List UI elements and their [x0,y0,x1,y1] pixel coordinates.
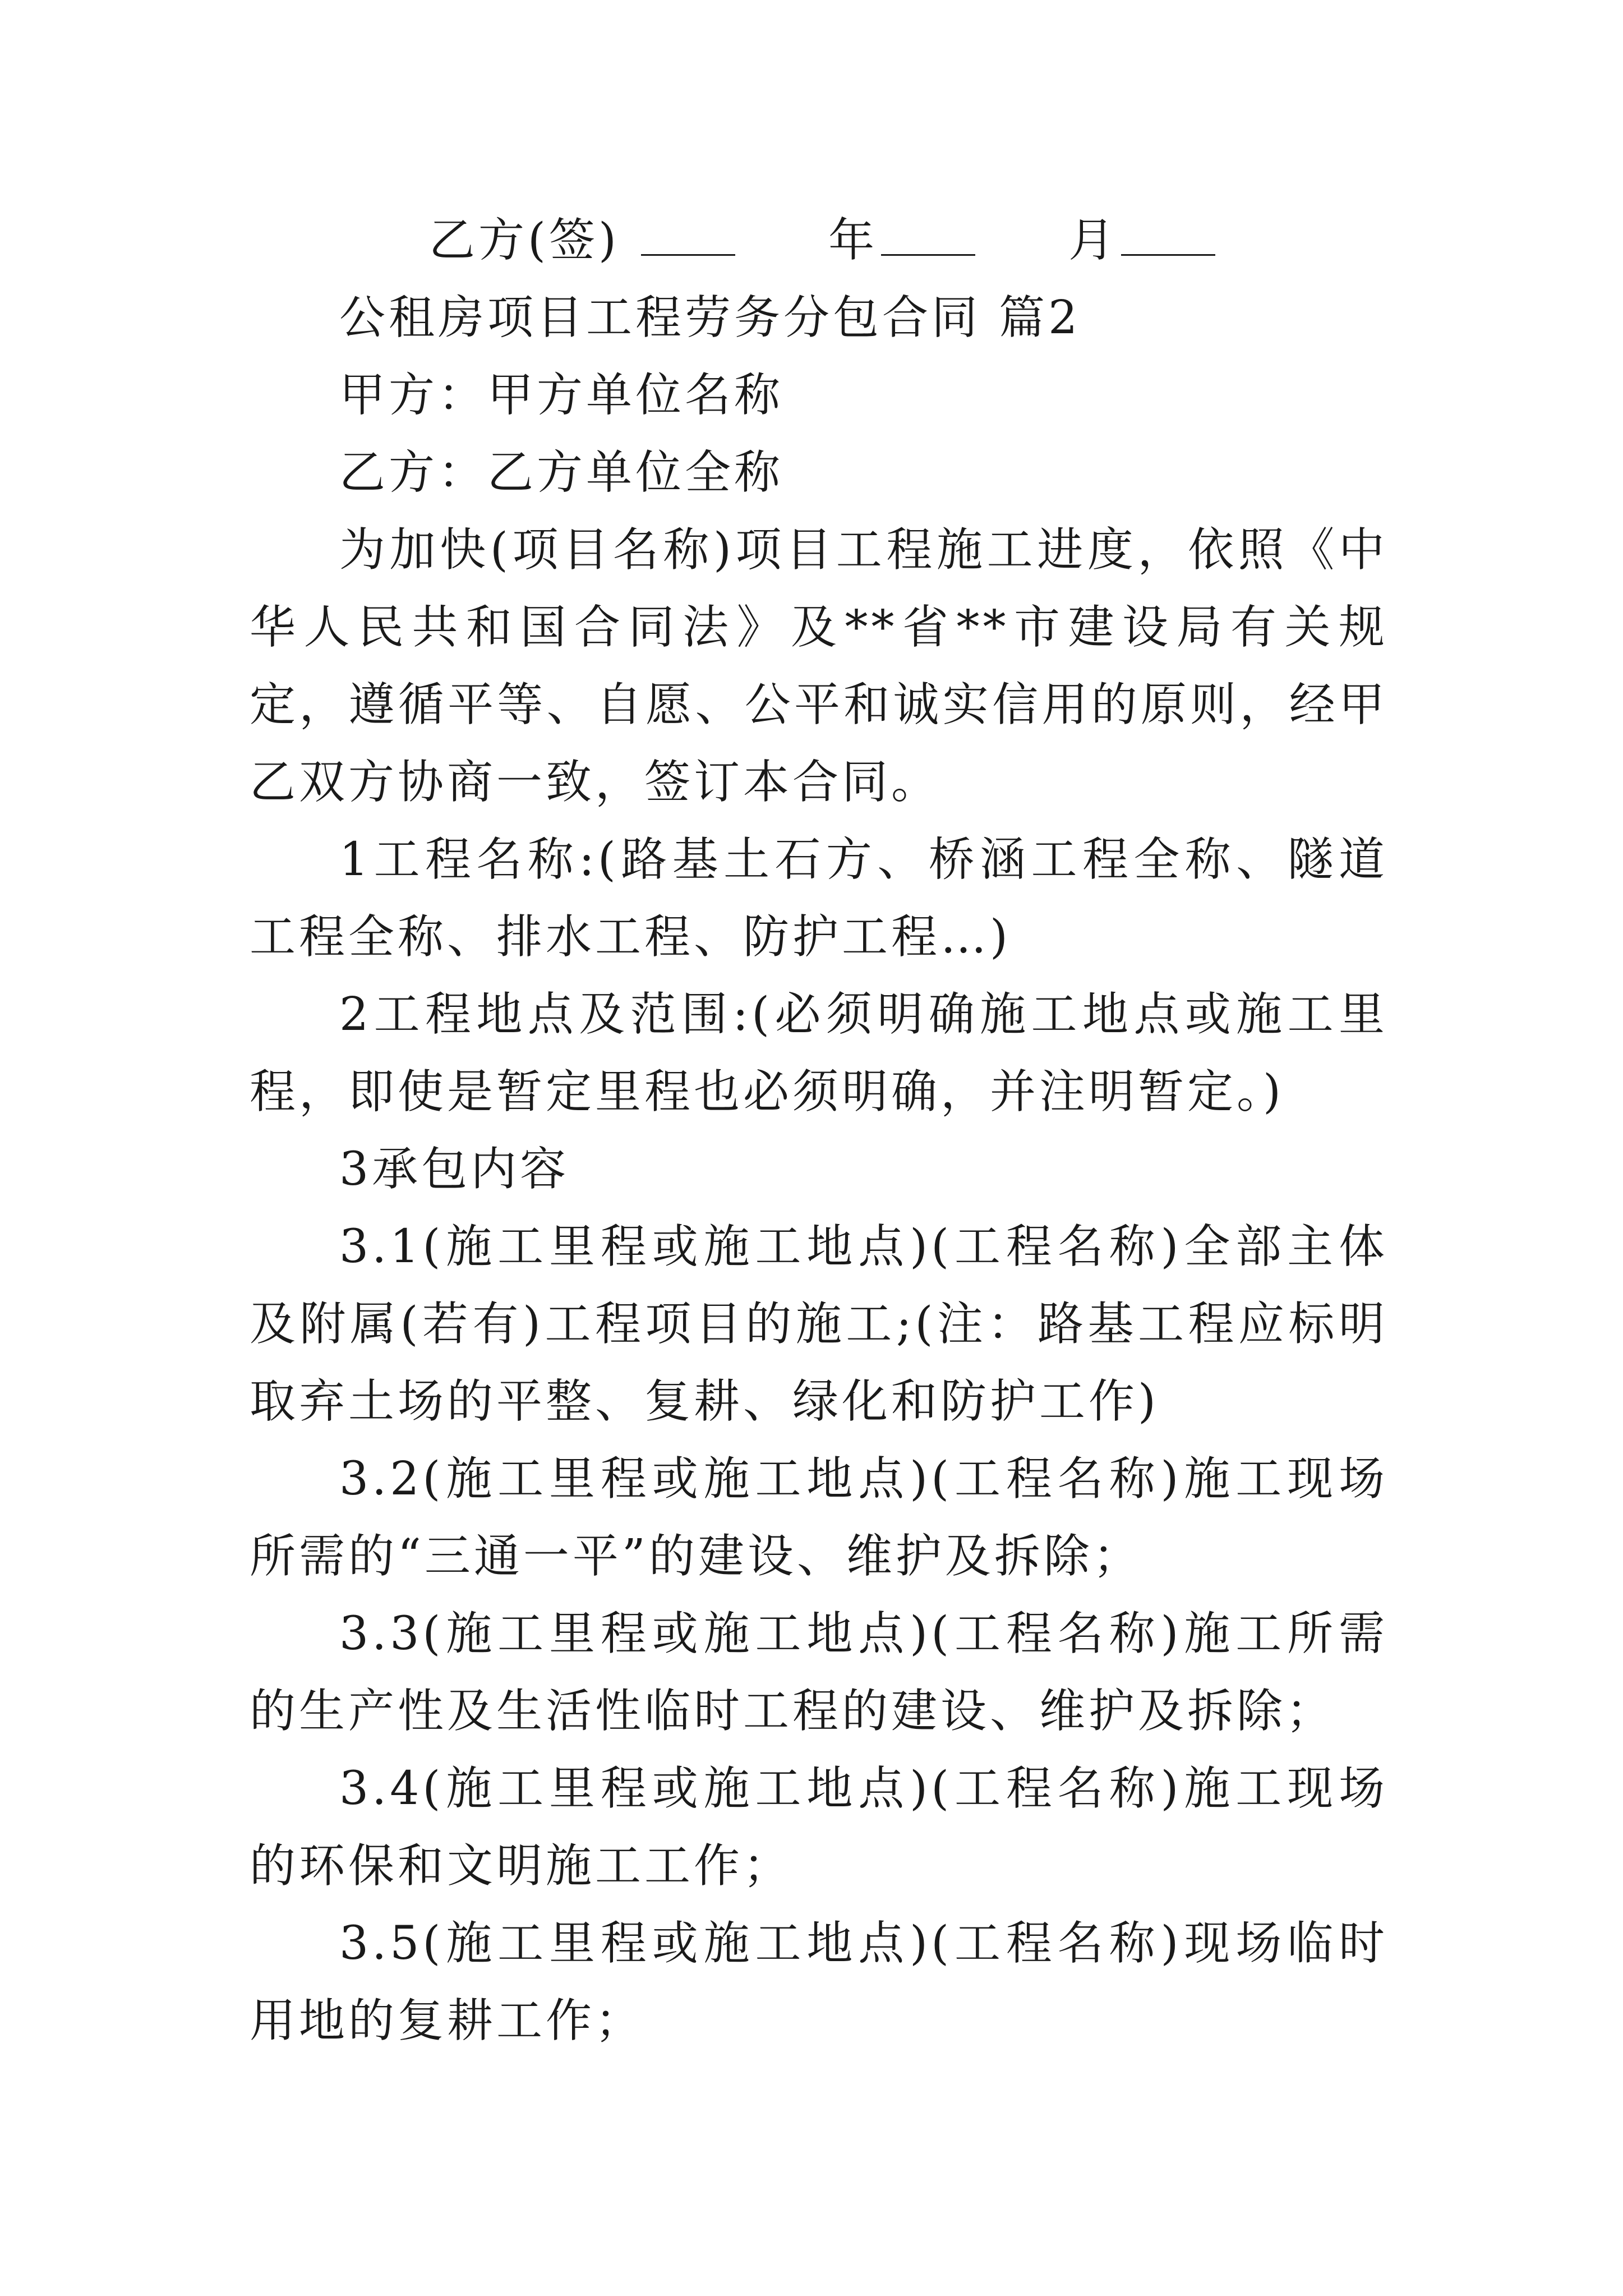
party-a: 甲方：甲方单位名称 [339,369,784,422]
year-label: 年 [828,214,878,267]
party-b: 乙方：乙方单位全称 [339,446,784,499]
clause-3: 3承包内容 [339,1143,570,1196]
year-blank [641,219,735,256]
clause-1: 1工程名称:(路基土石方、桥涵工程全称、隧道工程全称、排水工程、防护工程…) [250,833,1388,964]
month-label: 月 [1068,214,1118,267]
clause-3-2: 3.2(施工里程或施工地点)(工程名称)施工现场所需的“三通一平”的建设、维护及拆除； [250,1452,1388,1583]
month-blank [881,219,975,256]
clause-3-3: 3.3(施工里程或施工地点)(工程名称)施工所需的生产性及生活性临时工程的建设、维护及拆除； [250,1607,1388,1738]
signature-label: 乙方(签) [429,214,620,267]
clause-3-4: 3.4(施工里程或施工地点)(工程名称)施工现场的环保和文明施工工作； [250,1762,1388,1893]
section-heading: 公租房项目工程劳务分包合同 篇2 [339,291,1081,344]
clause-2: 2工程地点及范围:(必须明确施工地点或施工里程，即使是暂定里程也必须明确，并注明暂定。) [250,988,1388,1119]
day-blank [1121,219,1215,256]
signature-line [250,202,1388,279]
document-body [250,202,1388,2060]
clause-3-1: 3.1(施工里程或施工地点)(工程名称)全部主体及附属(若有)工程项目的施工;(注：路基工程应标明取弃土场的平整、复耕、绿化和防护工作) [250,1220,1388,1428]
preamble-paragraph: 为加快(项目名称)项目工程施工进度，依照《中华人民共和国合同法》及**省**市建设局有关规定，遵循平等、自愿、公平和诚实信用的原则，经甲乙双方协商一致，签订本合同。 [250,523,1388,809]
clause-3-5: 3.5(施工里程或施工地点)(工程名称)现场临时用地的复耕工作； [250,1917,1388,2047]
